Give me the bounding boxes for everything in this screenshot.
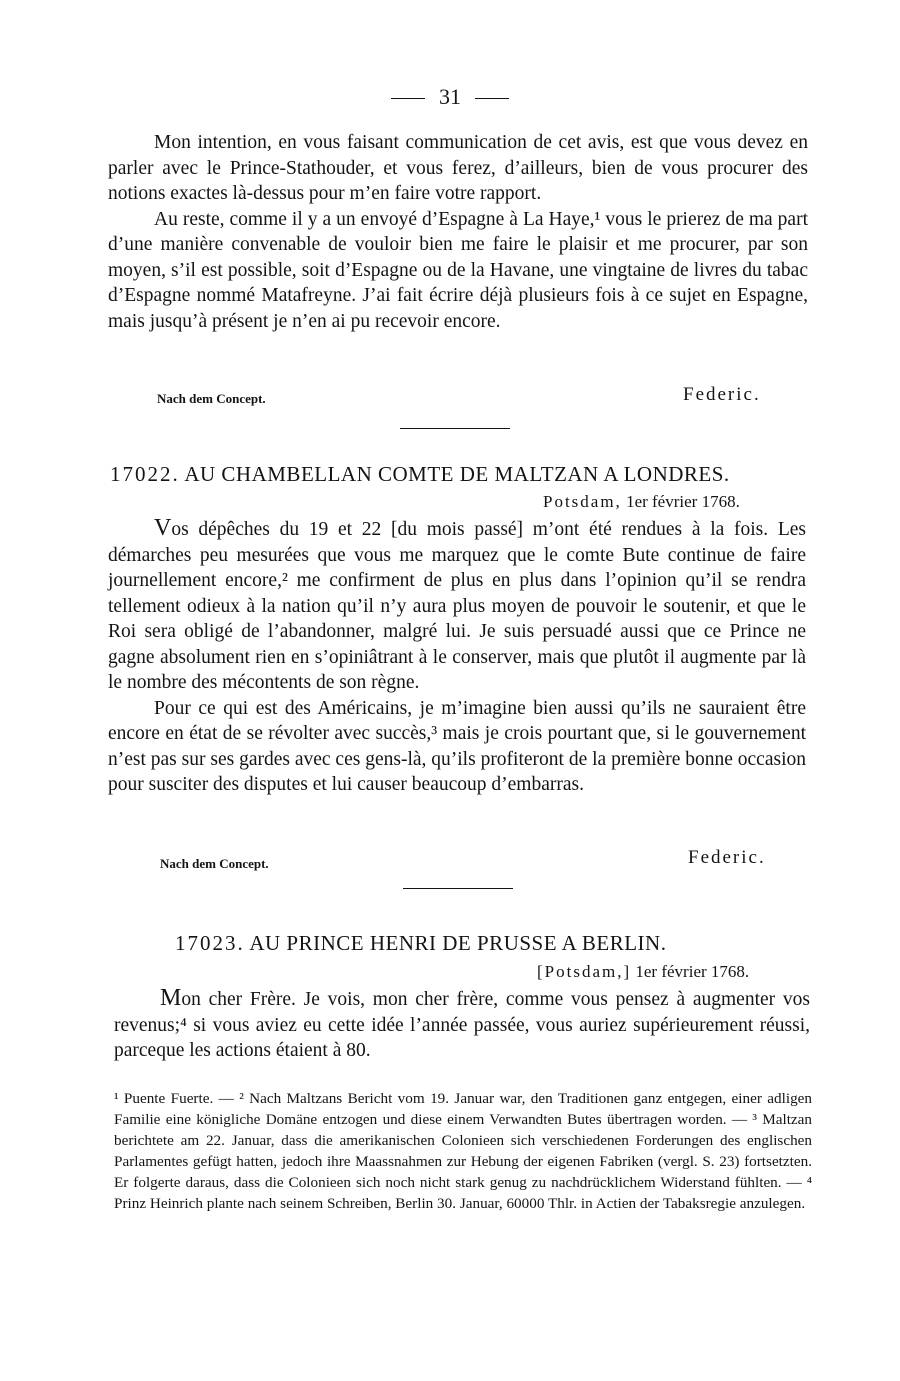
letter-dateline [543,492,740,512]
date-text: 1er février 1768. [626,492,740,511]
section-divider [400,428,510,429]
date-place: Potsdam, [543,492,622,511]
page-number: 31 [439,84,461,109]
source-note: Nach dem Concept. [160,856,269,871]
letter-heading [110,462,730,487]
date-text: 1er février 1768. [635,962,750,981]
footnotes: ¹ Puente Fuerte. — ² Nach Maltzans Bericht vom 19. Januar war, den Traditionen ganz entgegen, einer adligen Familie eine königliche Domäne entzogen und diese einem Verwandten Butes übertragen worden. — ³ Maltzan berichtete am 22. Januar, dass die amerikanischen Colonieen sich verschiedenen Forderungen des englischen Parlamentes gefügt hatten, jedoch ihre Maassnahmen zur Hebung der eigenen Fabriken (vergl. S. 23) fortsetzten. Er folgerte daraus, dass die Colonieen sich noch nicht stark genug zu nachdrücklichem Widerstand fühlten. — ⁴ Prinz Heinrich plante nach seinem Schreiben, Berlin 30. Januar, 60000 Thlr. in Actien der Tabaksregie anzulegen. [114,1090,812,1212]
paragraph: Vos dépêches du 19 et 22 [du mois passé] m’ont été rendues à la fois. Les démarches peu mesurées que vous me marquez que le comte Bute continue de faire journellement encore,² me confirment de plus en plus dans l’opinion qu’il se rendra tellement odieux à la nation qu’il n’y aura plus moyen de pouvoir le soutenir, et que le Roi sera obligé de l’abandonner, malgré lui. Je suis persuadé aussi que ce Prince ne gagne absolument rien en s’opiniâtrant à le conserver, mais que plutôt il augmente par là le nombre des mécontents de son règne. [108,515,806,693]
signature: Federic. [688,847,766,868]
paragraph: Mon intention, en vous faisant communication de cet avis, est que vous devez en parler avec le Prince-Stathouder, et vous ferez, d’ailleurs, bien de vous procurer des notions exactes là-dessus pour m’en faire votre rapport. [108,132,808,204]
prev-letter-body [108,130,808,334]
letter-number: 17022. [110,462,180,486]
letter-number: 17023. [175,931,245,955]
letter-title: AU CHAMBELLAN COMTE DE MALTZAN A LONDRES. [184,462,730,486]
letter-title: AU PRINCE HENRI DE PRUSSE A BERLIN. [249,931,667,955]
page-number-header [0,84,900,110]
letter-body [114,986,810,1064]
paragraph: Mon cher Frère. Je vois, mon cher frère, comme vous pensez à augmenter vos revenus;⁴ si vous aviez eu cette idée l’année passée, vous auriez supérieurement réussi, parceque les actions étaient à 80. [114,985,810,1061]
paragraph: Au reste, comme il y a un envoyé d’Espagne à La Haye,¹ vous le prierez de ma part d’une manière convenable de vouloir bien me faire le plaisir et me procurer, par son moyen, s’il est possible, soit d’Espagne ou de la Havane, une vingtaine de livres du tabac d’Espagne nommé Matafreyne. J’ai fait écrire déjà plusieurs fois à ce sujet en Espagne, mais jusqu’à présent je n’en ai pu recevoir encore. [108,208,808,332]
letter-body [108,516,806,798]
date-place: [Potsdam,] [537,962,632,981]
paragraph: Pour ce qui est des Américains, je m’imagine bien aussi qu’ils ne sauraient être encore en état de se révolter avec succès,³ mais je crois pourtant que, si le gouvernement n’est pas sur ses gardes avec ces gens-là, qu’ils profiteront de la première bonne occasion pour susciter des disputes et lui causer beaucoup d’embarras. [108,697,806,795]
section-divider [403,888,513,889]
header-dash-right [475,98,509,99]
source-note: Nach dem Concept. [157,391,266,406]
letter-heading [175,931,666,956]
header-dash-left [391,98,425,99]
signature: Federic. [683,384,761,405]
letter-dateline [537,962,749,982]
